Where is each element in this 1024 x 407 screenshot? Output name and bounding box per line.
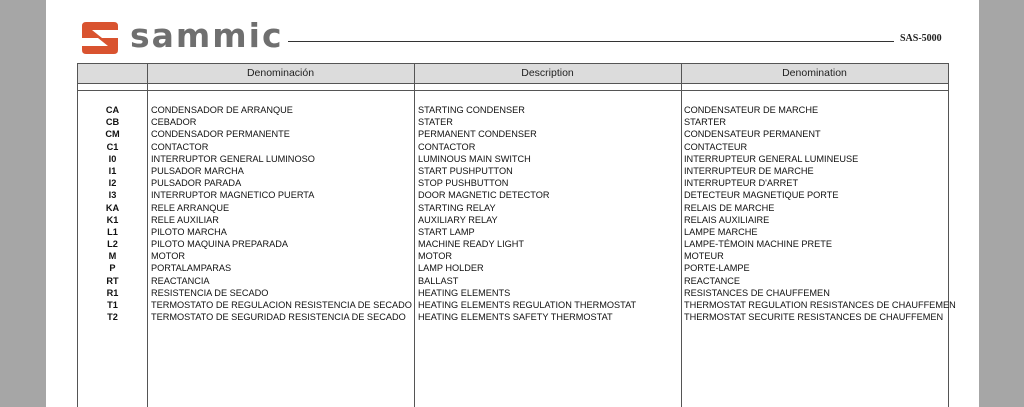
table-row [78,177,948,189]
description-cell: HEATING ELEMENTS REGULATION THERMOSTAT [418,300,637,310]
table-row [78,141,948,153]
denomination-cell: PORTE-LAMPE [684,263,750,274]
denominacion-cell: MOTOR [151,251,186,262]
denomination-cell: RELAIS AUXILIAIRE [684,214,770,225]
code-cell: P [109,263,116,274]
denominacion-cell: CONTACTOR [151,141,209,152]
denominacion-cell: CONDENSADOR PERMANENTE [151,129,290,140]
table-row [78,214,948,226]
code-cell: I0 [108,153,117,164]
model-number: SAS-5000 [900,33,942,44]
table-row [78,311,948,323]
header-denomination: Denomination [782,67,847,79]
table-row [78,202,948,214]
header-description: Description [521,67,574,79]
description-cell: DOOR MAGNETIC DETECTOR [418,190,550,201]
code-cell: RT [106,275,119,286]
denominacion-cell: INTERRUPTOR GENERAL LUMINOSO [151,153,315,164]
denomination-cell: CONDENSATEUR DE MARCHE [684,105,819,115]
table-row [78,250,948,262]
denomination-cell: REACTANCE [684,275,740,286]
header-code [78,64,147,83]
code-cell: K1 [106,214,119,225]
code-cell: M [108,251,117,262]
table-row [78,116,948,128]
denominacion-cell: PULSADOR PARADA [151,178,242,189]
table-row [78,275,948,287]
table-header [78,64,948,84]
code-cell: KA [105,202,120,213]
denomination-cell: RESISTANCES DE CHAUFFEMEN [684,287,830,298]
denomination-cell: THERMOSTAT REGULATION RESISTANCES DE CHAUFFEMEN [684,300,956,310]
denominacion-cell: CEBADOR [151,117,197,128]
description-cell: LUMINOUS MAIN SWITCH [418,153,531,164]
logo-wordmark: sammic [130,16,284,55]
document-page [46,0,979,407]
description-cell: PERMANENT CONDENSER [418,129,537,140]
denomination-cell: INTERRUPTEUR D'ARRET [684,178,799,189]
denominacion-cell: INTERRUPTOR MAGNETICO PUERTA [151,190,315,201]
table-row [78,238,948,250]
table-row [78,128,948,140]
description-cell: STOP PUSHBUTTON [418,178,509,189]
table-body [78,104,956,323]
denominacion-cell: RELE AUXILIAR [151,214,219,225]
code-cell: CM [105,129,120,140]
description-cell: LAMP HOLDER [418,263,484,274]
denominacion-cell: RESISTENCIA DE SECADO [151,287,269,298]
table-row [78,299,956,311]
code-cell: C1 [106,141,119,152]
legend-table [77,63,956,407]
denomination-cell: CONDENSATEUR PERMANENT [684,129,821,140]
denominacion-cell: TERMOSTATO DE REGULACION RESISTENCIA DE SECADO [151,300,412,310]
denomination-cell: MOTEUR [684,251,724,262]
denomination-cell: CONTACTEUR [684,141,748,152]
table-row [78,153,948,165]
description-cell: CONTACTOR [418,141,476,152]
code-cell: T2 [107,312,118,323]
description-cell: MACHINE READY LIGHT [418,239,525,250]
table-row [78,165,948,177]
description-cell: HEATING ELEMENTS SAFETY THERMOSTAT [418,312,613,323]
description-cell: START PUSHPUTTON [418,165,513,176]
denomination-cell: STARTER [684,117,727,128]
description-cell: STARTING RELAY [418,202,496,213]
code-cell: L2 [107,239,118,250]
description-cell: STATER [418,117,453,128]
denomination-cell: INTERRUPTEUR GENERAL LUMINEUSE [684,153,859,164]
header-denominacion: Denominación [246,67,315,79]
description-cell: MOTOR [418,251,453,262]
denomination-cell: DETECTEUR MAGNETIQUE PORTE [684,190,839,201]
table-row [78,104,948,116]
code-cell: I1 [108,165,117,176]
header-separator [78,90,948,91]
header-rule [288,41,894,42]
sammic-logo-mark [78,20,122,56]
denominacion-cell: CONDENSADOR DE ARRANQUE [151,105,293,115]
denominacion-cell: PILOTO MARCHA [151,226,227,237]
table-row [78,262,948,274]
denomination-cell: LAMPE MARCHE [684,226,758,237]
code-cell: I3 [108,190,117,201]
code-cell: T1 [107,300,118,310]
denomination-cell: RELAIS DE MARCHE [684,202,775,213]
description-cell: AUXILIARY RELAY [418,214,498,225]
denominacion-cell: PORTALAMPARAS [151,263,232,274]
code-cell: R1 [106,287,119,298]
denominacion-cell: REACTANCIA [151,275,210,286]
table-row [78,226,948,238]
code-cell: CB [105,117,120,128]
denomination-cell: THERMOSTAT SECURITE RESISTANCES DE CHAUFFEMEN [684,312,944,323]
denominacion-cell: PULSADOR MARCHA [151,165,244,176]
code-cell: I2 [108,178,117,189]
denominacion-cell: PILOTO MAQUINA PREPARADA [151,239,288,250]
denominacion-cell: TERMOSTATO DE SEGURIDAD RESISTENCIA DE SECADO [151,312,406,323]
code-cell: CA [105,105,120,115]
denomination-cell: INTERRUPTEUR DE MARCHE [684,165,814,176]
denominacion-cell: RELE ARRANQUE [151,202,230,213]
description-cell: BALLAST [418,275,459,286]
table-row [78,189,948,201]
description-cell: STARTING CONDENSER [418,105,525,115]
description-cell: START LAMP [418,226,475,237]
description-cell: HEATING ELEMENTS [418,287,511,298]
table-row [78,287,948,299]
denomination-cell: LAMPE-TÉMOIN MACHINE PRETE [684,239,833,250]
sammic-logo [78,16,288,56]
code-cell: L1 [107,226,118,237]
